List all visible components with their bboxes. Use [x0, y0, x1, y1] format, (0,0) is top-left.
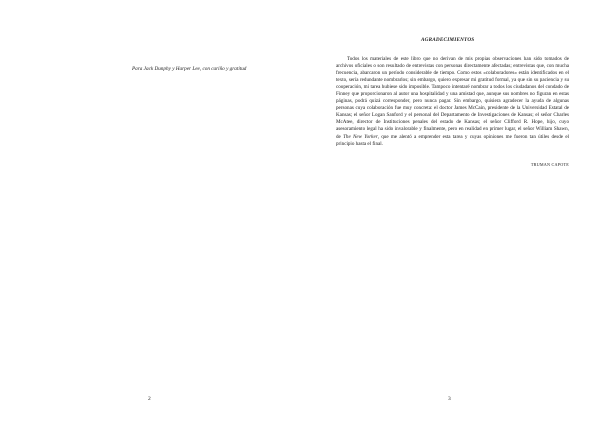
acknowledgements-text [336, 56, 569, 148]
acknowledgements-text-part-1: Todos los materiales de este libro que no derivan de mis propias observaciones han sido tomados de archivos oficiales o son resultado de entrevistas con personas directamente afectadas; entrevistas que, con mucha frecuencia, abarcaron un período considerable de tiempo. Como estos «colaboradores» están identificados en el texto, sería redundante nombrarlos; sin embargo, quiero expresar mi gratitud formal, ya que sin su paciencia y su cooperación, mi tarea hubiese sido imposible. Tampoco intentaré nombrar a todos los ciudadanos del condado de Finney que proporcionaron al autor una hospitalidad y una amistad que, aunque sus nombres no figuran en estas páginas, podrá quizá corresponder, pero nunca pagar. Sin embargo, quisiera agradecer la ayuda de algunas personas cuya colaboración fue muy concreta: el doctor James McCain, presidente de la Universidad Estatal de Kansas; el señor Logan Sanford y el personal del Departamento de Investigaciones de Kansas; el señor Charles McAtee, director de Instituciones penales del estado de Kansas; el señor Clifford R. Hope, hijo, cuyo asesoramiento legal ha sido invalorable y finalmente, pero en realidad en primer lugar, el señor William Shawn, de [336, 56, 569, 140]
author-signature: TRUMAN CAPOTE [530, 162, 569, 167]
section-title: AGRADECIMIENTOS [421, 37, 475, 43]
acknowledgements-text-part-2: , que me alentó a emprender esta tarea y cuyas opiniones me fueron tan útiles desde el principio hasta el final. [336, 133, 569, 147]
dedication: Para Jack Dunphy y Harper Lee, con cariño y gratitud [132, 66, 247, 72]
magazine-name: The New Yorker [343, 133, 378, 140]
page-number-left: 2 [148, 396, 151, 402]
page-number-right: 3 [448, 396, 451, 402]
right-page [300, 0, 600, 424]
